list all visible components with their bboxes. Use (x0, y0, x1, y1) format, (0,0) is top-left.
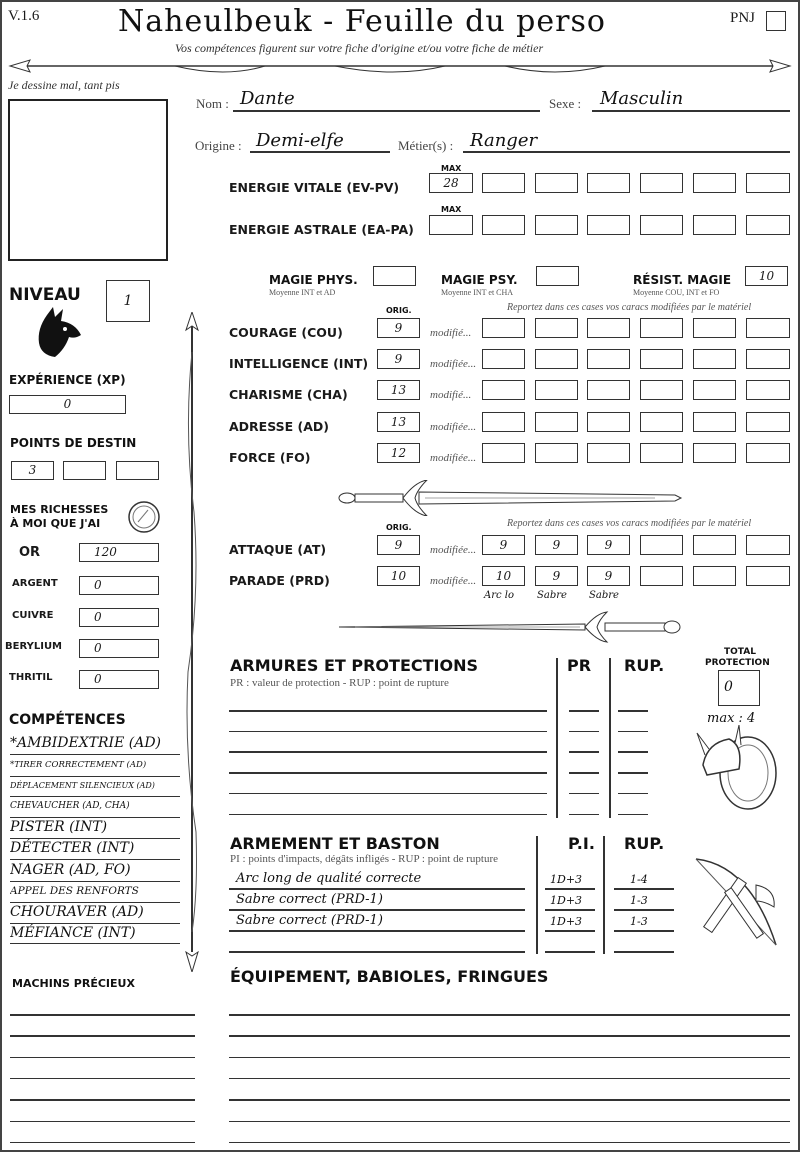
destin-box[interactable] (63, 461, 106, 480)
stat-orig-box[interactable]: 13 (377, 380, 420, 400)
parade-orig-box[interactable]: 10 (377, 566, 420, 586)
richesses-label: MES RICHESSES À MOI QUE J'AI (10, 503, 109, 530)
total-label-1: TOTAL (724, 647, 756, 657)
stat-mod-box[interactable] (587, 349, 630, 369)
weapon-pi[interactable]: 1D+3 (550, 915, 583, 928)
sexe-value[interactable]: Masculin (600, 88, 684, 109)
armure-line[interactable] (229, 731, 547, 733)
weapon-pi-line (545, 951, 595, 953)
stat-mod-box[interactable] (482, 380, 525, 400)
stat-mod-box[interactable] (640, 318, 683, 338)
coin-box[interactable]: 0 (79, 670, 159, 689)
stat-label: FORCE (FO) (229, 450, 311, 465)
coin-label: OR (19, 545, 41, 560)
ea-box[interactable] (535, 215, 578, 235)
armure-line[interactable] (229, 793, 547, 795)
stat-label: ADRESSE (AD) (229, 419, 330, 434)
armure-rup-line[interactable] (618, 772, 648, 774)
resist-magie-label: RÉSIST. MAGIE (633, 273, 732, 287)
niveau-box[interactable]: 1 (106, 280, 150, 322)
destin-box[interactable] (116, 461, 159, 480)
machins-line[interactable] (10, 1035, 195, 1037)
coin-box[interactable]: 120 (79, 543, 159, 562)
weapon-rup-line (614, 909, 674, 911)
ea-label: ENERGIE ASTRALE (EA-PA) (229, 222, 414, 237)
at-mod-box[interactable]: 9 (482, 535, 525, 555)
armures-rup-label: RUP. (624, 656, 665, 675)
armement-note: PI : points d'impacts, dégâts infligés - RUP : point de rupture (230, 853, 498, 865)
armement-label: ARMEMENT ET BASTON (230, 834, 440, 853)
ea-max-label: MAX (441, 205, 462, 214)
stat-mod-box[interactable] (746, 412, 790, 432)
competence-item[interactable]: *TIRER CORRECTEMENT (AD) (10, 755, 180, 777)
weapon-name[interactable]: Sabre correct (PRD-1) (236, 892, 383, 907)
weapon-line (229, 909, 525, 911)
armure-rup-line[interactable] (618, 751, 648, 753)
metier-value[interactable]: Ranger (470, 130, 538, 151)
weapon-name[interactable]: Arc long de qualité correcte (236, 871, 422, 886)
equipement-line[interactable] (229, 1099, 790, 1101)
prd-mod-box[interactable] (746, 566, 790, 586)
orig-label: ORIG. (386, 306, 412, 315)
magie-psy-label: MAGIE PSY. (441, 273, 518, 287)
stat-mod-box[interactable] (535, 412, 578, 432)
stat-mod-label: modifiée... (430, 421, 477, 433)
weapons-icon (690, 855, 780, 950)
origine-value[interactable]: Demi-elfe (256, 130, 344, 151)
ev-box[interactable] (587, 173, 630, 193)
coin-icon (126, 500, 162, 534)
armure-rup-line[interactable] (618, 793, 648, 795)
sheet-subtitle: Vos compétences figurent sur votre fiche d'origine et/ou votre fiche de métier (175, 41, 544, 55)
coin-box[interactable]: 0 (79, 608, 159, 627)
prd-mod-box[interactable]: 10 (482, 566, 525, 586)
armure-pr-line[interactable] (569, 751, 599, 753)
competence-item[interactable]: NAGER (AD, FO) (10, 860, 180, 882)
ev-label: ENERGIE VITALE (EV-PV) (229, 180, 400, 195)
stat-mod-box[interactable] (640, 412, 683, 432)
stat-mod-box[interactable] (640, 349, 683, 369)
ea-box[interactable] (746, 215, 790, 235)
nom-value[interactable]: Dante (240, 88, 295, 109)
destin-label: POINTS DE DESTIN (10, 436, 137, 450)
stat-mod-label: modifié... (430, 327, 472, 339)
stat-mod-box[interactable] (693, 318, 736, 338)
stat-mod-label: modifiée... (430, 358, 477, 370)
attaque-label: ATTAQUE (AT) (229, 542, 327, 557)
stat-orig-box[interactable]: 9 (377, 318, 420, 338)
weapon-pi-line (545, 930, 595, 932)
ev-max-box[interactable]: 28 (429, 173, 473, 193)
ea-box[interactable] (693, 215, 736, 235)
equipement-line[interactable] (229, 1057, 790, 1059)
ev-box[interactable] (535, 173, 578, 193)
combat-orig-label: ORIG. (386, 523, 412, 532)
stat-mod-box[interactable] (535, 443, 578, 463)
sword-icon (335, 610, 685, 644)
competence-item[interactable]: *AMBIDEXTRIE (AD) (10, 734, 180, 755)
coin-box[interactable]: 0 (79, 639, 159, 658)
weapon-pi-line (545, 888, 595, 890)
pnj-label: PNJ (730, 10, 756, 26)
equipement-label: ÉQUIPEMENT, BABIOLES, FRINGUES (230, 967, 549, 986)
coin-label: BERYLIUM (5, 641, 63, 652)
armure-pr-line[interactable] (569, 772, 599, 774)
weapon-rup[interactable]: 1-3 (630, 915, 648, 928)
stat-mod-box[interactable] (535, 380, 578, 400)
resist-magie-box[interactable]: 10 (745, 266, 788, 286)
armure-pr-line[interactable] (569, 710, 599, 712)
at-mod-box[interactable] (746, 535, 790, 555)
armure-pr-line[interactable] (569, 814, 599, 816)
stat-mod-box[interactable] (482, 443, 525, 463)
armure-pr-line[interactable] (569, 731, 599, 733)
sexe-label: Sexe : (549, 96, 582, 111)
prd-mod-box[interactable] (640, 566, 683, 586)
weapon-line (229, 888, 525, 890)
resist-magie-note: Moyenne COU, INT et FO (633, 288, 720, 297)
dragon-icon (35, 305, 85, 360)
competence-item[interactable]: MÉFIANCE (INT) (10, 924, 180, 944)
coin-label: CUIVRE (12, 610, 54, 621)
weapon-name[interactable]: Sabre correct (PRD-1) (236, 913, 383, 928)
stat-mod-box[interactable] (535, 349, 578, 369)
stat-mod-label: modifiée... (430, 452, 477, 464)
stat-mod-box[interactable] (746, 349, 790, 369)
stat-orig-box[interactable]: 12 (377, 443, 420, 463)
ea-box[interactable] (640, 215, 683, 235)
sword-icon (335, 480, 685, 516)
armure-line[interactable] (229, 751, 547, 753)
ea-box[interactable] (482, 215, 525, 235)
ev-box[interactable] (693, 173, 736, 193)
prd-mod-box[interactable]: 9 (535, 566, 578, 586)
machins-line[interactable] (10, 1142, 195, 1144)
stat-mod-box[interactable] (587, 318, 630, 338)
weapon-note: Arc lo (484, 590, 514, 601)
armure-rup-line[interactable] (618, 710, 648, 712)
equipement-line[interactable] (229, 1121, 790, 1123)
max-protection-label: max : 4 (707, 711, 756, 726)
magie-psy-note: Moyenne INT et CHA (441, 288, 514, 297)
stat-orig-box[interactable]: 9 (377, 349, 420, 369)
total-label-2: PROTECTION (705, 658, 770, 668)
ea-box[interactable] (587, 215, 630, 235)
coin-label: THRITIL (9, 672, 53, 683)
ev-box[interactable] (640, 173, 683, 193)
machins-line[interactable] (10, 1078, 195, 1080)
version-label: V.1.6 (8, 8, 40, 24)
stat-mod-box[interactable] (693, 349, 736, 369)
at-mod-box[interactable]: 9 (587, 535, 630, 555)
equipement-line[interactable] (229, 1142, 790, 1144)
armure-line[interactable] (229, 814, 547, 816)
armure-rup-line[interactable] (618, 814, 648, 816)
machins-line[interactable] (10, 1057, 195, 1059)
metier-label: Métier(s) : (398, 138, 454, 153)
stat-label: CHARISME (CHA) (229, 387, 348, 402)
magie-psy-box[interactable] (536, 266, 579, 286)
helmet-shield-icon (693, 725, 783, 815)
combat-report-note: Reportez dans ces cases vos caracs modifiées par le matériel (507, 518, 752, 529)
pi-label: P.I. (568, 834, 595, 853)
weapon-line (229, 930, 525, 932)
sheet-title: Naheulbeuk - Feuille du perso (118, 4, 606, 39)
stat-mod-box[interactable] (746, 318, 790, 338)
at-mod-box[interactable] (640, 535, 683, 555)
stat-mod-box[interactable] (693, 380, 736, 400)
equipement-line[interactable] (229, 1035, 790, 1037)
experience-label: EXPÉRIENCE (XP) (9, 373, 126, 387)
stat-mod-label: modifié... (430, 389, 472, 401)
nom-label: Nom : (196, 96, 229, 111)
weapon-rup[interactable]: 1-3 (630, 894, 648, 907)
weapon-rup-line (614, 951, 674, 953)
experience-box[interactable]: 0 (9, 395, 126, 414)
competence-item[interactable]: CHOURAVER (AD) (10, 903, 180, 924)
equipement-line[interactable] (229, 1078, 790, 1080)
spear-icon (182, 312, 202, 972)
weapon-line (229, 951, 525, 953)
weapon-pi-line (545, 909, 595, 911)
at-mod-box[interactable]: 9 (535, 535, 578, 555)
stat-mod-box[interactable] (746, 443, 790, 463)
parade-mod-label: modifiée... (430, 575, 477, 587)
armure-pr-line[interactable] (569, 793, 599, 795)
stat-orig-box[interactable]: 13 (377, 412, 420, 432)
stat-mod-box[interactable] (587, 412, 630, 432)
magie-phys-label: MAGIE PHYS. (269, 273, 358, 287)
ev-max-label: MAX (441, 164, 462, 173)
stat-mod-box[interactable] (482, 412, 525, 432)
armure-rup-line[interactable] (618, 731, 648, 733)
at-mod-box[interactable] (693, 535, 736, 555)
magie-phys-box[interactable] (373, 266, 416, 286)
armure-line[interactable] (229, 710, 547, 712)
attaque-orig-box[interactable]: 9 (377, 535, 420, 555)
coin-box[interactable]: 0 (79, 576, 159, 595)
ea-max-box[interactable] (429, 215, 473, 235)
weapon-note: Sabre (537, 590, 567, 601)
machins-line[interactable] (10, 1099, 195, 1101)
portrait-caption: Je dessine mal, tant pis (8, 78, 120, 92)
weapon-pi[interactable]: 1D+3 (550, 873, 583, 886)
stat-label: INTELLIGENCE (INT) (229, 356, 369, 371)
coin-label: ARGENT (12, 578, 58, 589)
ev-box[interactable] (746, 173, 790, 193)
pnj-checkbox[interactable] (766, 11, 786, 31)
stat-label: COURAGE (COU) (229, 325, 343, 340)
stat-mod-box[interactable] (746, 380, 790, 400)
machins-label: MACHINS PRÉCIEUX (12, 977, 135, 990)
prd-mod-box[interactable]: 9 (587, 566, 630, 586)
competence-item[interactable]: APPEL DES RENFORTS (10, 882, 180, 903)
weapon-rup-line (614, 888, 674, 890)
competence-item[interactable]: DÉPLACEMENT SILENCIEUX (AD) (10, 777, 180, 797)
pr-label: PR (567, 656, 592, 675)
weapon-rup[interactable]: 1-4 (630, 873, 648, 886)
weapon-rup-line (614, 930, 674, 932)
competence-item[interactable]: CHEVAUCHER (AD, CHA) (10, 797, 180, 818)
destin-box[interactable]: 3 (11, 461, 54, 480)
attaque-mod-label: modifiée... (430, 544, 477, 556)
armures-note: PR : valeur de protection - RUP : point de rupture (230, 677, 449, 689)
stat-mod-box[interactable] (640, 380, 683, 400)
machins-line[interactable] (10, 1121, 195, 1123)
origine-label: Origine : (195, 138, 242, 153)
stat-mod-box[interactable] (482, 349, 525, 369)
stat-mod-box[interactable] (587, 443, 630, 463)
magie-phys-note: Moyenne INT et AD (269, 288, 336, 297)
competences-label: COMPÉTENCES (9, 712, 126, 728)
prd-mod-box[interactable] (693, 566, 736, 586)
stat-mod-box[interactable] (535, 318, 578, 338)
armures-label: ARMURES ET PROTECTIONS (230, 656, 478, 675)
stat-mod-box[interactable] (693, 443, 736, 463)
niveau-label: NIVEAU (9, 285, 81, 305)
weapon-note: Sabre (589, 590, 619, 601)
portrait-box[interactable] (8, 99, 168, 261)
stat-mod-box[interactable] (693, 412, 736, 432)
report-note: Reportez dans ces cases vos caracs modifiées par le matériel (507, 302, 752, 313)
spear-divider-icon (5, 56, 795, 78)
stat-mod-box[interactable] (482, 318, 525, 338)
armure-line[interactable] (229, 772, 547, 774)
competence-item[interactable]: DÉTECTER (INT) (10, 839, 180, 860)
stat-mod-box[interactable] (640, 443, 683, 463)
competence-item[interactable]: PISTER (INT) (10, 818, 180, 839)
machins-line[interactable] (10, 1014, 195, 1016)
equipement-line[interactable] (229, 1014, 790, 1016)
parade-label: PARADE (PRD) (229, 573, 330, 588)
total-protection-box[interactable]: 0 (718, 670, 760, 706)
weapon-pi[interactable]: 1D+3 (550, 894, 583, 907)
armement-rup-label: RUP. (624, 834, 665, 853)
stat-mod-box[interactable] (587, 380, 630, 400)
ev-box[interactable] (482, 173, 525, 193)
